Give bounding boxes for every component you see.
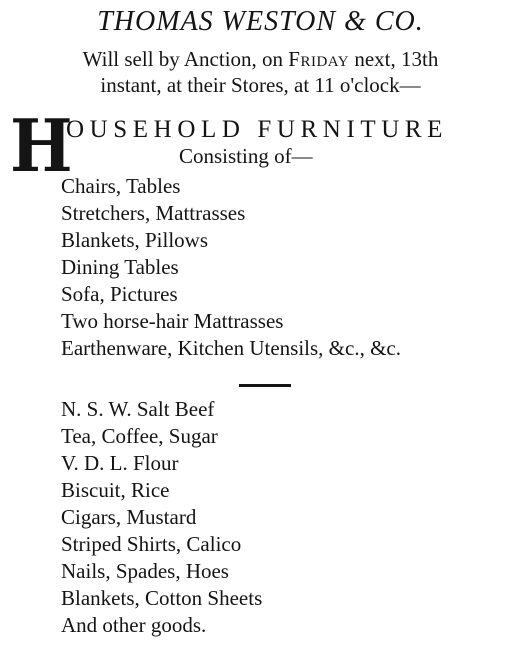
list-item: Two horse-hair Mattrasses bbox=[61, 309, 284, 333]
list-item: Nails, Spades, Hoes bbox=[61, 559, 229, 583]
intro-suffix: next, 13th bbox=[349, 47, 439, 71]
heading-drop-cap: H bbox=[10, 113, 73, 177]
list-item: Sofa, Pictures bbox=[61, 282, 178, 306]
intro-day: Friday bbox=[288, 47, 350, 71]
section-divider bbox=[239, 384, 291, 387]
furniture-list bbox=[61, 173, 401, 362]
list-item: Stretchers, Mattrasses bbox=[61, 201, 246, 225]
list-item: Biscuit, Rice bbox=[61, 478, 170, 502]
list-item: Dining Tables bbox=[61, 255, 179, 279]
intro-line-1 bbox=[0, 46, 521, 72]
section-heading: OUSEHOLD FURNITURE bbox=[66, 116, 449, 143]
goods-list bbox=[61, 396, 262, 639]
list-item: Cigars, Mustard bbox=[61, 505, 197, 529]
list-item: Chairs, Tables bbox=[61, 174, 181, 198]
list-item: N. S. W. Salt Beef bbox=[61, 397, 215, 421]
list-item: Earthenware, Kitchen Utensils, &c., &c. bbox=[61, 336, 401, 360]
list-item: V. D. L. Flour bbox=[61, 451, 179, 475]
list-item: Striped Shirts, Calico bbox=[61, 532, 242, 556]
list-item: Blankets, Pillows bbox=[61, 228, 209, 252]
list-item: And other goods. bbox=[61, 613, 207, 637]
intro-line-2: instant, at their Stores, at 11 o'clock— bbox=[100, 73, 421, 97]
advert-title: THOMAS WESTON & CO. bbox=[97, 6, 424, 37]
list-item: Tea, Coffee, Sugar bbox=[61, 424, 218, 448]
section-subheading: Consisting of— bbox=[179, 144, 313, 168]
advert-intro bbox=[0, 46, 521, 98]
intro-prefix: Will sell by Anction, on bbox=[82, 47, 289, 71]
list-item: Blankets, Cotton Sheets bbox=[61, 586, 263, 610]
